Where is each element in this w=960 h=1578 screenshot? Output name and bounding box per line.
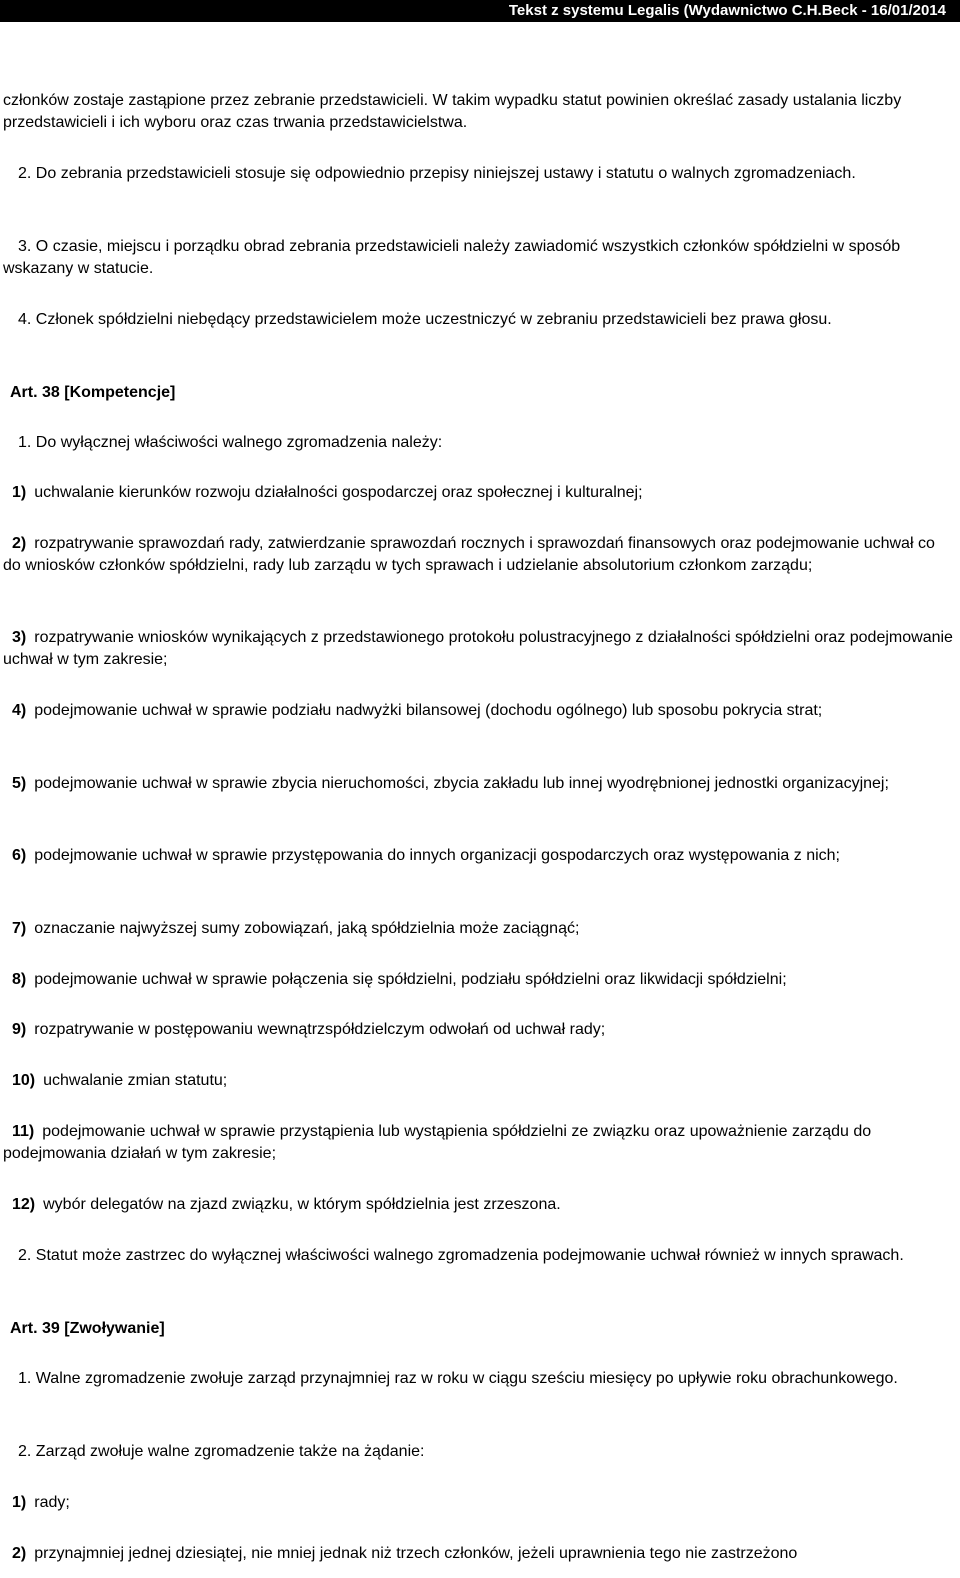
list-item-10: 10) uchwalanie zmian statutu; bbox=[12, 1072, 228, 1089]
list-item-2: 2) rozpatrywanie sprawozdań rady, zatwierdzanie sprawozdań rocznych i sprawozdań finansowych oraz podejmowanie uchwał co do wniosków członków spółdzielni, rady lub zarządu w tych sprawach i udzielanie absolutorium członkom zarządu; bbox=[3, 535, 935, 574]
header-title: Tekst z systemu Legalis (Wydawnictwo C.H.Beck - 16/01/2014 bbox=[508, 2, 946, 19]
paragraph-number: 2. bbox=[18, 1443, 32, 1460]
paragraph-continuation: członków zostaje zastąpione przez zebranie przedstawicieli. W takim wypadku statut powinien określać zasady ustalania liczby przedstawicieli i ich wyboru oraz czas trwania przedstawicielstwa. bbox=[3, 92, 902, 131]
paragraph-3: 3. O czasie, miejscu i porządku obrad zebrania przedstawicieli należy zawiadomić wszystkich członków spółdzielni w sposób wskazany w statucie. bbox=[3, 238, 901, 277]
art39-list-item-1: 1) rady; bbox=[12, 1494, 70, 1511]
art38-paragraph-1: 1. Do wyłącznej właściwości walnego zgromadzenia należy: bbox=[3, 432, 956, 454]
list-item-11: 11) podejmowanie uchwał w sprawie przystąpienia lub wystąpienia spółdzielni ze związku oraz upoważnienie zarządu do podejmowania działań w tym zakresie; bbox=[3, 1123, 872, 1162]
art38-paragraph-2: 2. Statut może zastrzec do wyłącznej właściwości walnego zgromadzenia podejmowanie uchwał również w innych sprawach. bbox=[3, 1245, 956, 1267]
paragraph-number: 1. bbox=[18, 1370, 32, 1387]
article-39-heading: Art. 39 [Zwoływanie] bbox=[10, 1320, 165, 1337]
list-item-5: 5) podejmowanie uchwał w sprawie zbycia nieruchomości, zbycia zakładu lub innej wyodrębnionej jednostki organizacyjnej; bbox=[12, 775, 889, 792]
art39-paragraph-2: 2. Zarząd zwołuje walne zgromadzenie także na żądanie: bbox=[3, 1441, 956, 1463]
article-38-heading: Art. 38 [Kompetencje] bbox=[10, 384, 176, 401]
list-item-9: 9) rozpatrywanie w postępowaniu wewnątrzspółdzielczym odwołań od uchwał rady; bbox=[12, 1021, 606, 1038]
list-item-6: 6) podejmowanie uchwał w sprawie przystępowania do innych organizacji gospodarczych oraz występowania z nich; bbox=[12, 847, 840, 864]
list-item-12: 12) wybór delegatów na zjazd związku, w którym spółdzielnia jest zrzeszona. bbox=[12, 1196, 561, 1213]
paragraph-number: 2. bbox=[18, 1247, 32, 1264]
list-item-1: 1) uchwalanie kierunków rozwoju działalności gospodarczej oraz społecznej i kulturalnej; bbox=[12, 484, 643, 501]
paragraph-number: 3. bbox=[18, 238, 32, 255]
paragraph-4: 4. Członek spółdzielni niebędący przedstawicielem może uczestniczyć w zebraniu przedstawicieli bez prawa głosu. bbox=[3, 309, 956, 331]
paragraph-number: 2. bbox=[18, 165, 32, 182]
list-item-8: 8) podejmowanie uchwał w sprawie połączenia się spółdzielni, podziału spółdzielni oraz likwidacji spółdzielni; bbox=[12, 971, 787, 988]
paragraph-number: 4. bbox=[18, 311, 32, 328]
list-item-7: 7) oznaczanie najwyższej sumy zobowiązań, jaką spółdzielnia może zaciągnąć; bbox=[12, 920, 580, 937]
paragraph-number: 1. bbox=[18, 434, 32, 451]
document-header bbox=[0, 0, 960, 22]
list-item-3: 3) rozpatrywanie wniosków wynikających z przedstawionego protokołu polustracyjnego z działalności spółdzielni oraz podejmowanie uchwał w tym zakresie; bbox=[3, 629, 953, 668]
paragraph-2: 2. Do zebrania przedstawicieli stosuje się odpowiednio przepisy niniejszej ustawy i statutu o walnych zgromadzeniach. bbox=[3, 163, 956, 185]
art39-paragraph-1: 1. Walne zgromadzenie zwołuje zarząd przynajmniej raz w roku w ciągu sześciu miesięcy po upływie roku obrachunkowego. bbox=[3, 1368, 956, 1390]
list-item-4: 4) podejmowanie uchwał w sprawie podziału nadwyżki bilansowej (dochodu ogólnego) lub sposobu pokrycia strat; bbox=[12, 702, 823, 719]
art39-list-item-2: 2) przynajmniej jednej dziesiątej, nie mniej jednak niż trzech członków, jeżeli uprawnienia tego nie zastrzeżono bbox=[12, 1545, 798, 1562]
